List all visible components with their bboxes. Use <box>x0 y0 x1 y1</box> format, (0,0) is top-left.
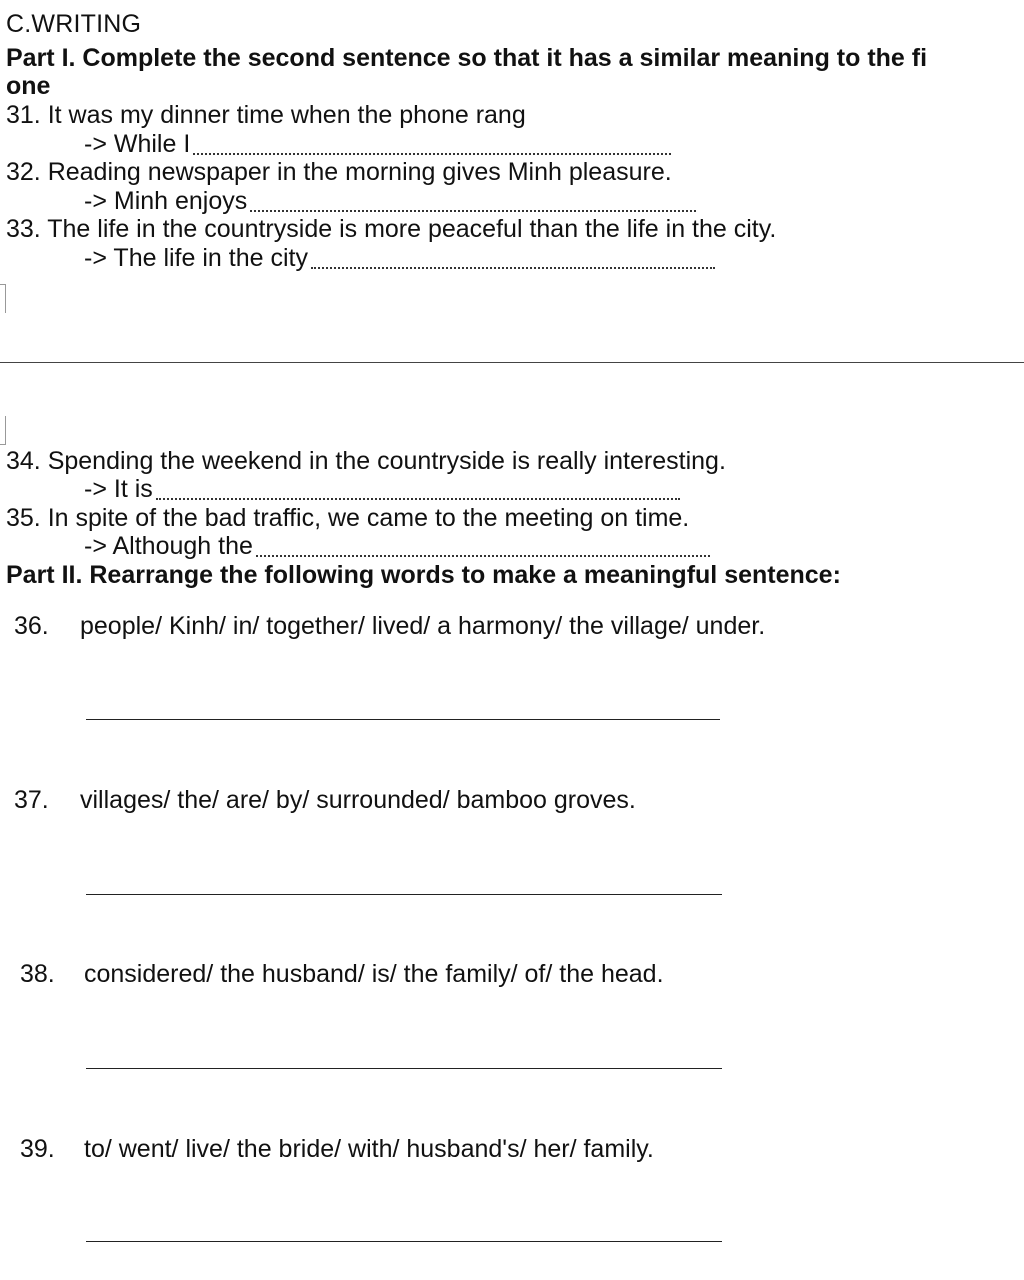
part1-title-continued: one <box>6 72 51 100</box>
answer-34[interactable] <box>84 475 680 504</box>
answer-35[interactable] <box>84 532 710 561</box>
question-33: 33. The life in the countryside is more peaceful than the life in the city. <box>6 215 777 243</box>
question-37-number: 37. <box>14 786 49 814</box>
answer-33[interactable] <box>84 244 715 273</box>
answer-blank-31[interactable] <box>193 152 671 155</box>
question-38-number: 38. <box>20 960 55 988</box>
page-corner-mark-bottom <box>0 416 6 445</box>
answer-prompt-33: -> The life in the city <box>84 244 308 272</box>
question-35: 35. In spite of the bad traffic, we came to the meeting on time. <box>6 504 690 532</box>
answer-prompt-35: -> Although the <box>84 532 253 560</box>
part1-title: Part I. Complete the second sentence so that it has a similar meaning to the fi <box>6 44 928 72</box>
question-36-number: 36. <box>14 612 49 640</box>
answer-blank-34[interactable] <box>156 497 680 500</box>
section-title: C.WRITING <box>6 10 142 38</box>
question-36-text: people/ Kinh/ in/ together/ lived/ a harmony/ the village/ under. <box>80 612 766 640</box>
answer-line-36[interactable] <box>86 719 720 720</box>
question-38-text: considered/ the husband/ is/ the family/ of/ the head. <box>84 960 664 988</box>
answer-blank-35[interactable] <box>256 554 710 557</box>
question-32: 32. Reading newspaper in the morning gives Minh pleasure. <box>6 158 672 186</box>
answer-line-37[interactable] <box>86 894 722 895</box>
page-divider <box>0 362 1024 363</box>
question-31: 31. It was my dinner time when the phone rang <box>6 101 526 129</box>
question-37-text: villages/ the/ are/ by/ surrounded/ bamboo groves. <box>80 786 636 814</box>
page-corner-mark-top <box>0 284 6 313</box>
answer-32[interactable] <box>84 187 696 216</box>
question-39-number: 39. <box>20 1135 55 1163</box>
answer-line-38[interactable] <box>86 1068 722 1069</box>
answer-prompt-32: -> Minh enjoys <box>84 187 248 215</box>
answer-line-39[interactable] <box>86 1241 722 1242</box>
question-39-text: to/ went/ live/ the bride/ with/ husband's/ her/ family. <box>84 1135 654 1163</box>
answer-31[interactable] <box>84 130 671 159</box>
answer-prompt-31: -> While I <box>84 130 191 158</box>
answer-prompt-34: -> It is <box>84 475 153 503</box>
answer-blank-32[interactable] <box>250 209 696 212</box>
answer-blank-33[interactable] <box>311 266 715 269</box>
part2-title: Part II. Rearrange the following words to make a meaningful sentence: <box>6 561 841 589</box>
question-34: 34. Spending the weekend in the countryside is really interesting. <box>6 447 726 475</box>
